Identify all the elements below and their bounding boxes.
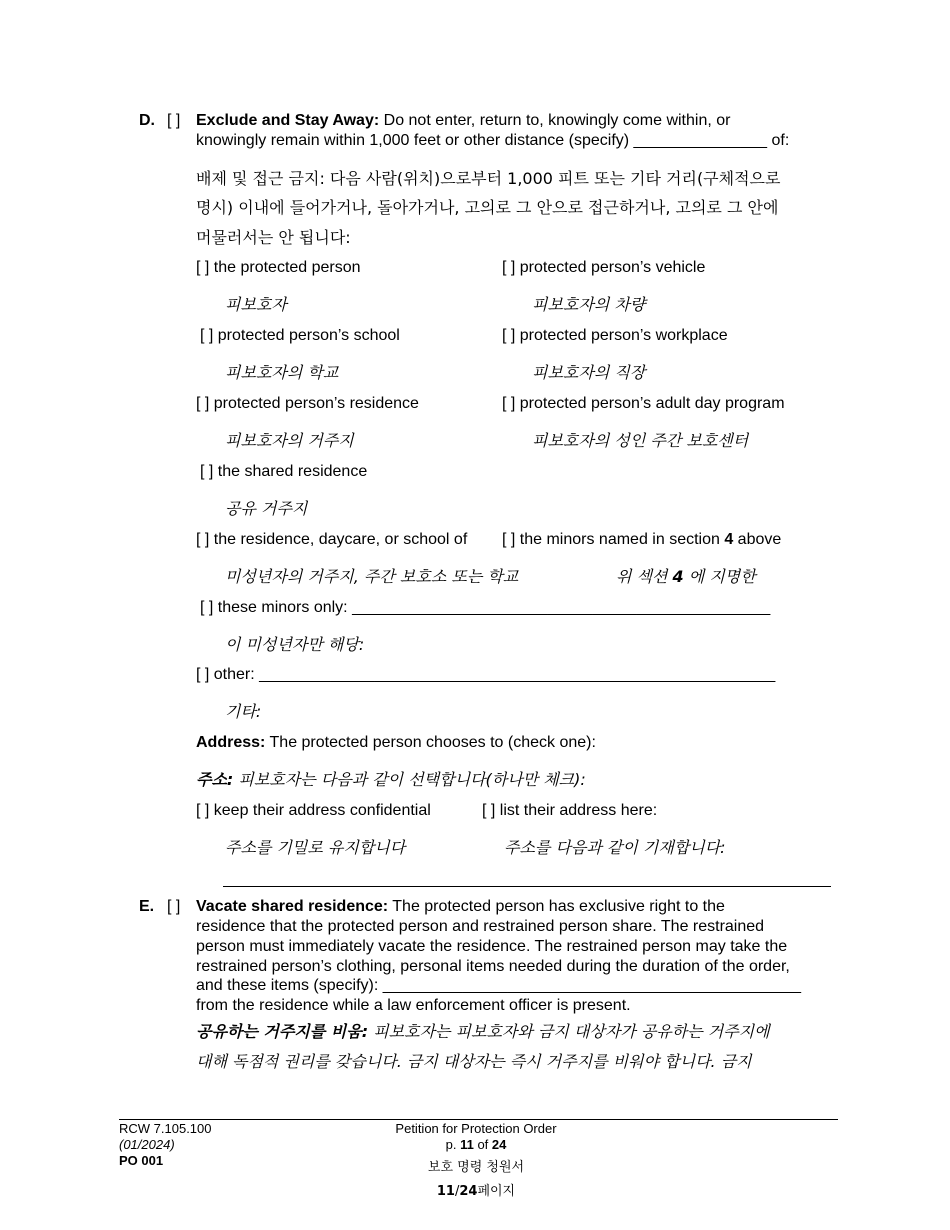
address-list-option[interactable]: [ ] list their address here: <box>482 802 658 819</box>
option-vehicle-ko: 피보호자의 차량 <box>532 295 646 314</box>
address-label: Address: <box>196 734 266 751</box>
footer-date: (01/2024) <box>119 1137 175 1152</box>
footer-form-number: PO 001 <box>119 1153 164 1168</box>
address-confidential-option[interactable]: [ ] keep their address confidential <box>196 802 431 819</box>
footer-rcw: RCW 7.105.100 <box>119 1121 212 1136</box>
address-heading: Address: The protected person chooses to (check one): <box>196 734 596 751</box>
address-confidential-ko: 주소를 기밀로 유지합니다 <box>225 838 406 857</box>
section-e-korean-line1: 공유하는 거주지를 비움: 피보호자는 피보호자와 금지 대상자가 공유하는 거주지에 <box>196 1022 770 1041</box>
section-d-checkbox[interactable]: [ ] <box>167 112 181 129</box>
option-protected-person[interactable]: [ ] the protected person <box>196 259 361 276</box>
option-adult-day[interactable]: [ ] protected person’s adult day program <box>502 395 785 412</box>
section-d-korean-line3: 머물러서는 안 됩니다: <box>196 228 351 247</box>
option-minors-named-ko: 위 섹션 4 에 지명한 <box>616 567 756 586</box>
option-school-ko: 피보호자의 학교 <box>225 363 339 382</box>
option-adult-day-ko: 피보호자의 성인 주간 보호센터 <box>532 431 749 450</box>
footer-page: p. 11 of 24 <box>445 1137 507 1152</box>
footer-title-ko: 보호 명령 청원서 <box>427 1160 525 1175</box>
section-e-line3: person must immediately vacate the residence. The restrained person may take the <box>196 938 788 955</box>
option-workplace-ko: 피보호자의 직장 <box>532 363 646 382</box>
option-residence-ko: 피보호자의 거주지 <box>225 431 354 450</box>
footer-divider <box>119 1119 838 1120</box>
option-other[interactable]: [ ] other: __________________________________________________________ <box>196 666 776 683</box>
address-list-ko: 주소를 다음과 같이 기재합니다: <box>504 838 726 857</box>
option-minors-residence-ko: 미성년자의 거주지, 주간 보호소 또는 학교 <box>225 567 519 586</box>
option-shared-residence-ko: 공유 거주지 <box>225 499 308 518</box>
section-e-letter: E. <box>139 898 155 915</box>
section-e-checkbox[interactable]: [ ] <box>167 898 181 915</box>
option-these-minors[interactable]: [ ] these minors only: _______________________________________________ <box>200 599 771 616</box>
option-vehicle[interactable]: [ ] protected person’s vehicle <box>502 259 706 276</box>
section-e-line4: restrained person’s clothing, personal items needed during the duration of the order, <box>196 958 790 975</box>
section-d-line1: Exclude and Stay Away: Do not enter, return to, knowingly come within, or <box>196 112 731 129</box>
footer-title: Petition for Protection Order <box>395 1121 557 1136</box>
section-e-title: Vacate shared residence: <box>196 898 389 915</box>
section-d-korean-line1: 배제 및 접근 금지: 다음 사람(위치)으로부터 1,000 피트 또는 기타 거리(구체적으로 <box>196 169 781 188</box>
option-protected-person-ko: 피보호자 <box>225 295 287 314</box>
section-d-korean-line2: 명시) 이내에 들어가거나, 돌아가거나, 고의로 그 안으로 접근하거나, 고의로 그 안에 <box>196 198 779 217</box>
option-workplace[interactable]: [ ] protected person’s workplace <box>502 327 728 344</box>
option-residence[interactable]: [ ] protected person’s residence <box>196 395 419 412</box>
section-d-title: Exclude and Stay Away: <box>196 112 380 129</box>
section-d-line2: knowingly remain within 1,000 feet or other distance (specify) _______________ of: <box>196 132 790 149</box>
address-heading-ko: 주소: 피보호자는 다음과 같이 선택합니다(하나만 체크): <box>196 770 586 789</box>
option-these-minors-ko: 이 미성년자만 해당: <box>225 635 365 654</box>
section-d-letter: D. <box>139 112 155 129</box>
section-e-title-ko: 공유하는 거주지를 비움: <box>196 1022 369 1041</box>
section-e-line1: Vacate shared residence: The protected person has exclusive right to the <box>196 898 725 915</box>
option-shared-residence[interactable]: [ ] the shared residence <box>200 463 368 480</box>
option-minors-named[interactable]: [ ] the minors named in section 4 above <box>502 531 782 548</box>
option-school[interactable]: [ ] protected person’s school <box>200 327 400 344</box>
option-other-ko: 기타: <box>225 702 262 721</box>
section-e-line2: residence that the protected person and restrained person share. The restrained <box>196 918 765 935</box>
footer-page-ko: 11/24페이지 <box>436 1184 516 1199</box>
section-e-line5: and these items (specify): _______________________________________________ <box>196 977 801 994</box>
section-e-korean-line2: 대해 독점적 권리를 갖습니다. 금지 대상자는 즉시 거주지를 비워야 합니다. 금지 <box>196 1052 752 1071</box>
section-e-line6: from the residence while a law enforcement officer is present. <box>196 997 631 1014</box>
address-fill-line[interactable] <box>223 886 831 887</box>
option-minors-residence[interactable]: [ ] the residence, daycare, or school of <box>196 531 468 548</box>
